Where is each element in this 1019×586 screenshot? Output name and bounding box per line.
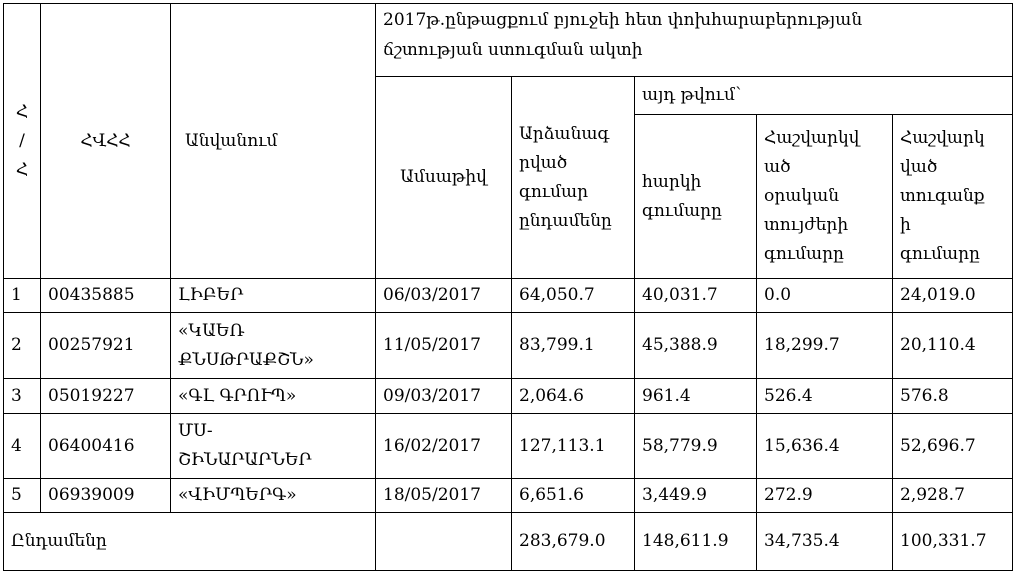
row-fine: 576.8 — [893, 379, 1013, 414]
row-total: 127,113.1 — [512, 414, 635, 479]
row-tax: 58,779.9 — [635, 414, 757, 479]
row-name: «ԿԱԵՌ ՔՆՍԹՐԱՔՇՆ» — [171, 313, 376, 379]
row-name: «ԳԼ ԳՐՈՒՊ» — [171, 379, 376, 414]
row-tin: 00435885 — [41, 279, 171, 313]
row-date: 09/03/2017 — [376, 379, 512, 414]
table-row — [4, 313, 1013, 379]
row-total: 64,050.7 — [512, 279, 635, 313]
total-row — [4, 513, 1013, 571]
header-penalty: Հաշվարկվ ած օրական տույժերի գումարը — [757, 115, 893, 279]
header-subgroup-title: այդ թվում՝ — [635, 77, 1013, 115]
row-index: 3 — [4, 379, 41, 414]
total-tax: 148,611.9 — [635, 513, 757, 571]
row-date: 16/02/2017 — [376, 414, 512, 479]
row-name: ՄՍ- ՇԻՆԱՐԱՐՆԵՐ — [171, 414, 376, 479]
header-group-title: 2017թ.ընթացքում բյուջեի հետ փոխհարաբերության ճշտության ստուգման ակտի — [376, 4, 1013, 77]
row-tax: 961.4 — [635, 379, 757, 414]
header-name: Անվանում — [171, 4, 376, 279]
row-fine: 20,110.4 — [893, 313, 1013, 379]
row-penalty: 15,636.4 — [757, 414, 893, 479]
row-penalty: 526.4 — [757, 379, 893, 414]
header-date: Ամսաթիվ — [376, 77, 512, 279]
table-row — [4, 279, 1013, 313]
total-amount: 283,679.0 — [512, 513, 635, 571]
row-fine: 24,019.0 — [893, 279, 1013, 313]
total-date-empty — [376, 513, 512, 571]
header-tax: հարկի գումարը — [635, 115, 757, 279]
row-penalty: 0.0 — [757, 279, 893, 313]
row-index: 2 — [4, 313, 41, 379]
row-name: ԼԻԲԵՐ — [171, 279, 376, 313]
row-fine: 52,696.7 — [893, 414, 1013, 479]
total-label: Ընդամենը — [4, 513, 376, 571]
row-fine: 2,928.7 — [893, 479, 1013, 513]
row-date: 18/05/2017 — [376, 479, 512, 513]
row-total: 2,064.6 — [512, 379, 635, 414]
row-tax: 40,031.7 — [635, 279, 757, 313]
row-tin: 06400416 — [41, 414, 171, 479]
row-total: 6,651.6 — [512, 479, 635, 513]
row-tin: 05019227 — [41, 379, 171, 414]
row-date: 11/05/2017 — [376, 313, 512, 379]
header-tin: ՀՎՀՀ — [41, 4, 171, 279]
row-index: 1 — [4, 279, 41, 313]
table-row — [4, 414, 1013, 479]
row-tin: 06939009 — [41, 479, 171, 513]
header-fine: Հաշվարկ ված տուգանք ի գումարը — [893, 115, 1013, 279]
total-penalty: 34,735.4 — [757, 513, 893, 571]
row-tax: 3,449.9 — [635, 479, 757, 513]
row-index: 5 — [4, 479, 41, 513]
row-tin: 00257921 — [41, 313, 171, 379]
header-index: Հ / Հ — [4, 4, 41, 279]
row-penalty: 272.9 — [757, 479, 893, 513]
row-name: «ՎԻՄՊԵՐԳ» — [171, 479, 376, 513]
table-row — [4, 479, 1013, 513]
header-total-amount: Արձանագ րված գումար ընդամենը — [512, 77, 635, 279]
row-tax: 45,388.9 — [635, 313, 757, 379]
row-penalty: 18,299.7 — [757, 313, 893, 379]
row-date: 06/03/2017 — [376, 279, 512, 313]
row-index: 4 — [4, 414, 41, 479]
row-total: 83,799.1 — [512, 313, 635, 379]
audit-table — [3, 3, 1013, 571]
table-row — [4, 379, 1013, 414]
total-fine: 100,331.7 — [893, 513, 1013, 571]
